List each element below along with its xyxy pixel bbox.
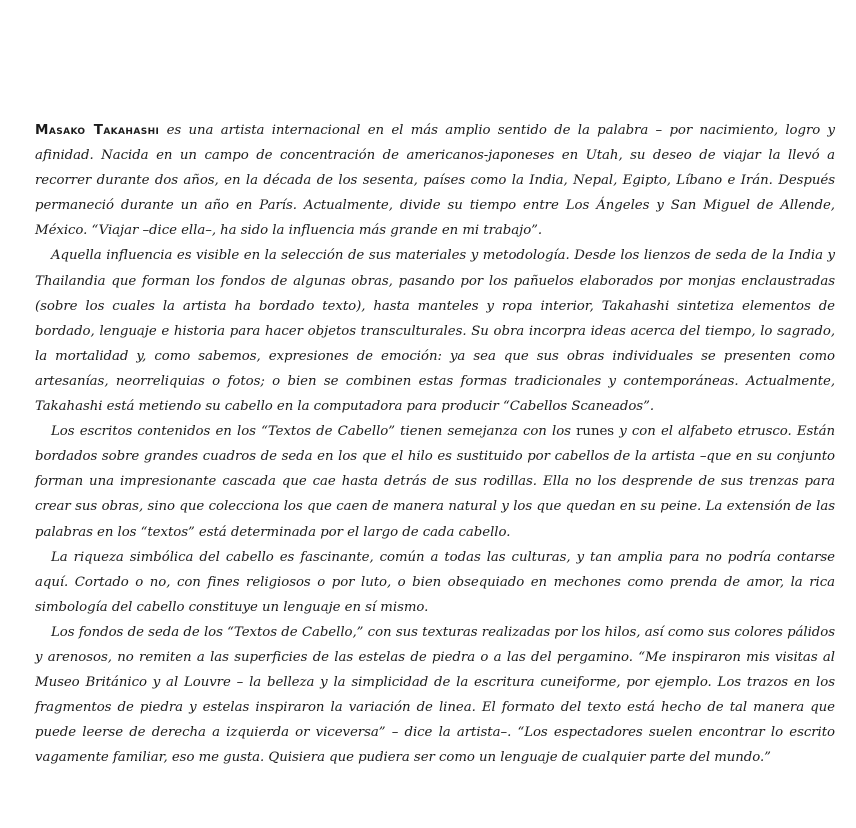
paragraph-4-text: La riqueza simbólica del cabello es fascinante, común a todas las culturas, y tan amplia para no podría contarse aquí. Cortado o no, con fines religiosos o por luto, o bien obsequiado en mechones como prenda de amor, la rica simbología del cabello constituye un lenguaje en sí mismo. <box>35 549 835 615</box>
paragraph-1 <box>35 118 835 243</box>
paragraph-2-text: Aquella influencia es visible en la selección de sus materiales y metodología. Desde los lienzos de seda de la India y Thailandia que forman los fondos de algunas obras, pasando por los pañuelos elaborados por monjas enclaustradas (sobre los cuales la artista ha bordado texto), hasta manteles y ropa interior, Takahashi sintetiza elementos de bordado, lenguaje e historia para hacer objetos transculturales. Su obra incorpra ideas acerca del tiempo, lo sagrado, la mortalidad y, como sabemos, expresiones de emoción: ya sea que sus obras individuales se presenten como artesanías, neorreliquias o fotos; o bien se combinen estas formas tradicionales y contemporáneas. Actualmente, Takahashi está metiendo su cabello en la computadora para producir “Cabellos Scaneados”. <box>35 248 835 415</box>
paragraph-3-text-after: y con el alfabeto etrusco. Están bordados sobre grandes cuadros de seda en los que el hilo es sustituido por cabellos de la artista –que en su conjunto forman una impresionante cascada que cae hasta detrás de sus rodillas. Ella no los desprende de sus trenzas para crear sus obras, sino que colecciona los que caen de manera natural y los que quedan en su peine. La extensión de las palabras en los “textos” está determinada por el largo de cada cabello. <box>35 424 835 540</box>
runes-word: runes <box>576 424 615 440</box>
author-name: Masako Takahashi <box>35 122 160 138</box>
paragraph-1-text: es una artista internacional en el más amplio sentido de la palabra – por nacimiento, logro y afinidad. Nacida en un campo de concentración de americanos-japoneses en Utah, su deseo de viajar la llevó a recorrer durante dos años, en la década de los sesenta, países como la India, Nepal, Egipto, Líbano e Irán. Después permaneció durante un año en París. Actualmente, divide su tiempo entre Los Ángeles y San Miguel de Allende, México. “Viajar –dice ella–, ha sido la influencia más grande en mi trabajo”. <box>35 123 835 239</box>
paragraph-5 <box>35 620 835 771</box>
paragraph-2 <box>35 243 835 419</box>
paragraph-3-text-before: Los escritos contenidos en los “Textos de Cabello” tienen semejanza con los <box>51 424 577 440</box>
paragraph-4 <box>35 545 835 620</box>
paragraph-3 <box>35 419 835 544</box>
paragraph-5-text: Los fondos de seda de los “Textos de Cabello,” con sus texturas realizadas por los hilos, así como sus colores pálidos y arenosos, no remiten a las superficies de las estelas de piedra o a las del pergamino. “Me inspiraron mis visitas al Museo Británico y al Louvre – la belleza y la simplicidad de la escritura cuneiforme, por ejemplo. Los trazos en los fragmentos de piedra y estelas inspiraron la variación de linea. El formato del texto está hecho de tal manera que puede leerse de derecha a izquierda or viceversa” – dice la artista–. “Los espectadores suelen encontrar lo escrito vagamente familiar, eso me gusta. Quisiera que pudiera ser como un lenguaje de cualquier parte del mundo.” <box>35 624 835 766</box>
article-body <box>35 118 835 770</box>
